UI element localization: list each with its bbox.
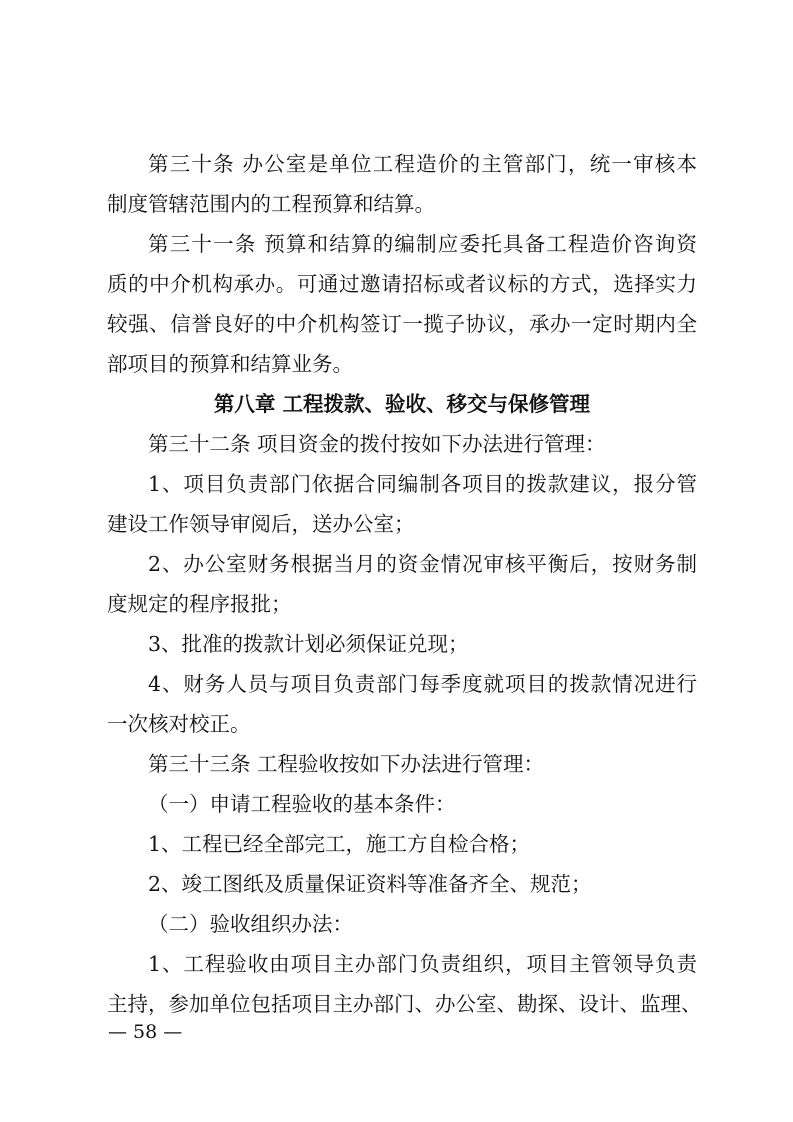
chapter-8-heading: 第八章 工程拨款、验收、移交与保修管理: [213, 392, 591, 416]
article-33-section-2-title: （二）验收组织办法：: [148, 912, 353, 936]
article-30-line-1: 第三十条 办公室是单位工程造价的主管部门，统一审核本: [148, 152, 697, 176]
article-33-section-2-item-1-line-2: 主持，参加单位包括项目主办部门、办公室、勘探、设计、监理、: [107, 992, 702, 1016]
article-30-line-2: 制度管辖范围内的工程预算和结算。: [107, 192, 435, 216]
article-32-item-3: 3、批准的拨款计划必须保证兑现；: [148, 632, 469, 656]
article-31-line-3: 较强、信誉良好的中介机构签订一揽子协议，承办一定时期内全: [107, 312, 697, 336]
article-31-line-4: 部项目的预算和结算业务。: [107, 352, 353, 376]
article-31-line-1: 第三十一条 预算和结算的编制应委托具备工程造价咨询资: [148, 232, 697, 256]
article-32-item-2-line-2: 度规定的程序报批；: [107, 592, 292, 616]
article-33-section-2-item-1-line-1: 1、工程验收由项目主办部门负责组织，项目主管领导负责: [148, 952, 697, 976]
article-32-item-1-line-2: 建设工作领导审阅后，送办公室；: [107, 512, 415, 536]
article-32-item-2-line-1: 2、办公室财务根据当月的资金情况审核平衡后，按财务制: [148, 552, 697, 576]
article-33-section-1-item-1: 1、工程已经全部完工，施工方自检合格；: [148, 832, 531, 856]
page-number: — 58 —: [108, 1021, 183, 1043]
article-33-section-1-title: （一）申请工程验收的基本条件：: [148, 792, 456, 816]
article-32-item-1-line-1: 1、项目负责部门依据合同编制各项目的拨款建议，报分管: [148, 472, 697, 496]
article-32-item-4-line-1: 4、财务人员与项目负责部门每季度就项目的拨款情况进行: [148, 672, 697, 696]
article-33-line-1: 第三十三条 工程验收按如下办法进行管理：: [148, 752, 545, 776]
article-33-section-1-item-2: 2、竣工图纸及质量保证资料等准备齐全、规范；: [148, 872, 592, 896]
article-31-line-2: 质的中介机构承办。可通过邀请招标或者议标的方式，选择实力: [107, 272, 697, 296]
article-32-item-4-line-2: 一次核对校正。: [107, 712, 251, 736]
article-32-line-1: 第三十二条 项目资金的拨付按如下办法进行管理：: [148, 432, 606, 456]
